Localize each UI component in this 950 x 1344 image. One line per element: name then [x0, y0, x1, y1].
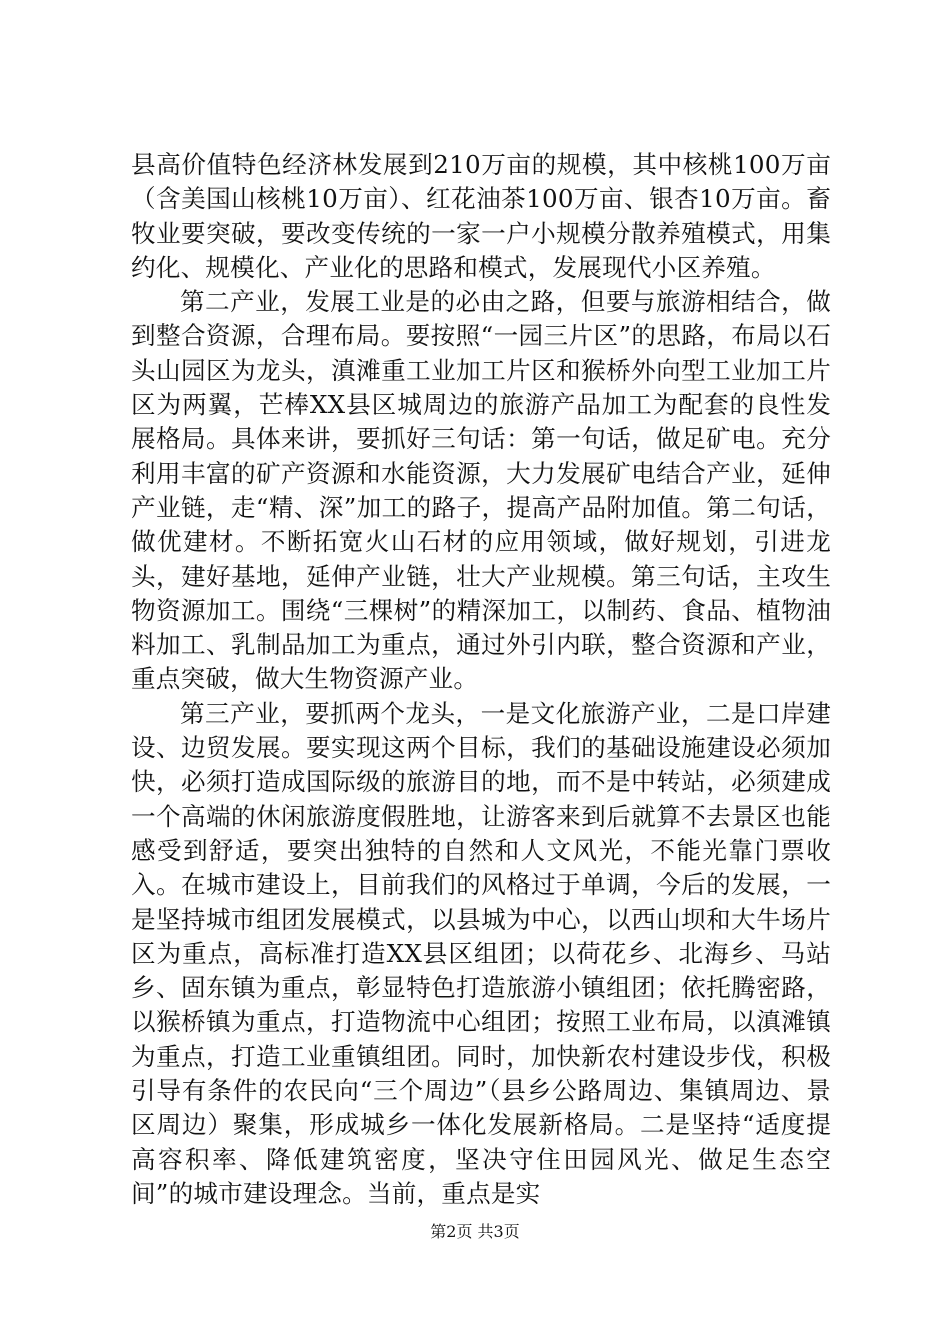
- paragraph-secondary-industry: 第二产业，发展工业是的必由之路，但要与旅游相结合，做到整合资源，合理布局。要按照“一园三片区”的思路，布局以石头山园区为龙头，滇滩重工业加工片区和猴桥外向型工业加工片区为两翼，芒棒XX县区城周边的旅游产品加工为配套的良性发展格局。具体来讲，要抓好三句话：第一句话，做足矿电。充分利用丰富的矿产资源和水能资源，大力发展矿电结合产业，延伸产业链，走“精、深”加工的路子，提高产品附加值。第二句话，做优建材。不断拓宽火山石材的应用领域，做好规划，引进龙头，建好基地，延伸产业链，壮大产业规模。第三句话，主攻生物资源加工。围绕“三棵树”的精深加工，以制药、食品、植物油料加工、乳制品加工为重点，通过外引内联，整合资源和产业，重点突破，做大生物资源产业。: [131, 287, 831, 694]
- paragraph-forestry-livestock: 县高价值特色经济林发展到210万亩的规模，其中核桃100万亩（含美国山核桃10万亩）、红花油茶100万亩、银杏10万亩。畜牧业要突破，要改变传统的一家一户小规模分散养殖模式，用集约化、规模化、产业化的思路和模式，发展现代小区养殖。: [131, 150, 831, 282]
- document-body: [131, 148, 831, 1211]
- paragraph-tertiary-industry: 第三产业，要抓两个龙头，一是文化旅游产业，二是口岸建设、边贸发展。要实现这两个目标，我们的基础设施建设必须加快，必须打造成国际级的旅游目的地，而不是中转站，必须建成一个高端的休闲旅游度假胜地，让游客来到后就算不去景区也能感受到舒适，要突出独特的自然和人文风光，不能光靠门票收入。在城市建设上，目前我们的风格过于单调，今后的发展，一是坚持城市组团发展模式，以县城为中心，以西山坝和大牛场片区为重点，高标准打造XX县区组团；以荷花乡、北海乡、马站乡、固东镇为重点，彰显特色打造旅游小镇组团；依托腾密路，以猴桥镇为重点，打造物流中心组团；按照工业布局，以滇滩镇为重点，打造工业重镇组团。同时，加快新农村建设步伐，积极引导有条件的农民向“三个周边”（县乡公路周边、集镇周边、景区周边）聚集，形成城乡一体化发展新格局。二是坚持“适度提高容积率、降低建筑密度，坚决守住田园风光、做足生态空间”的城市建设理念。当前，重点是实: [131, 698, 831, 1208]
- page-footer: 第2页 共3页: [430, 1222, 520, 1241]
